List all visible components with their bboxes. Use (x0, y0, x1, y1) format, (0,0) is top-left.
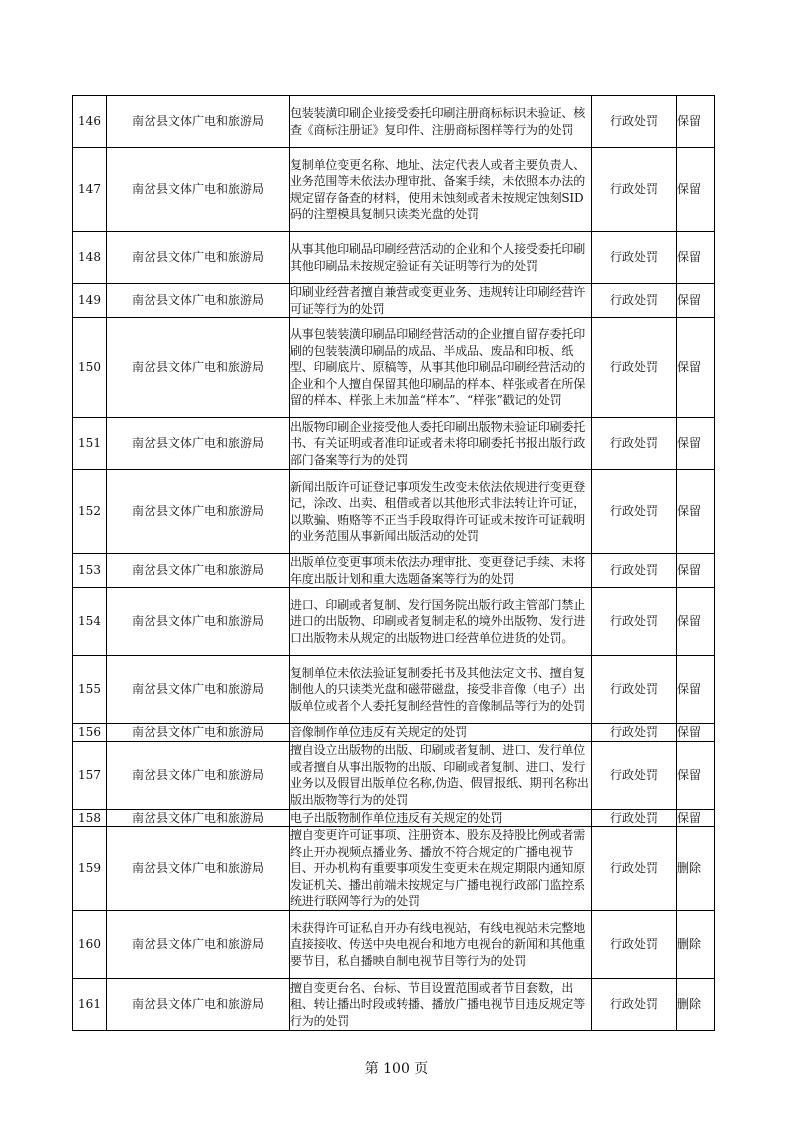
status-cell: 保留 (677, 588, 715, 656)
action-type-cell: 行政处罚 (592, 554, 677, 588)
table-row (73, 284, 715, 318)
table-row (73, 827, 715, 911)
table-row (73, 979, 715, 1031)
table-row (73, 318, 715, 418)
row-number: 156 (73, 724, 107, 742)
status-cell: 保留 (677, 741, 715, 809)
action-type-cell: 行政处罚 (592, 96, 677, 148)
table-row (73, 724, 715, 742)
table-row (73, 148, 715, 232)
item-description-cell: 擅自变更许可证事项、注册资本、股东及持股比例或者需终止开办视频点播业务、播放不符合规定的广播电视节目、开办机构有重要事项发生变更未在规定期限内通知原发证机关、播出前端未按规定与广播电视行政部门监控系统进行联网等行为的处罚 (290, 827, 592, 911)
status-cell: 保留 (677, 418, 715, 470)
item-description-cell: 擅自设立出版物的出版、印刷或者复制、进口、发行单位或者擅自从事出版物的出版、印刷或者复制、进口、发行业务以及假冒出版单位名称,伪造、假冒报纸、期刊名称出版出版物等行为的处罚 (290, 741, 592, 809)
row-number: 154 (73, 588, 107, 656)
item-description-cell: 印刷业经营者擅自兼营或变更业务、违规转让印刷经营许可证等行为的处罚 (290, 284, 592, 318)
status-cell: 保留 (677, 284, 715, 318)
item-description-cell: 出版单位变更事项未依法办理审批、变更登记手续、未将年度出版计划和重大选题备案等行为的处罚 (290, 554, 592, 588)
action-type-cell: 行政处罚 (592, 318, 677, 418)
action-type-cell: 行政处罚 (592, 741, 677, 809)
department-cell: 南岔县文体广电和旅游局 (107, 911, 290, 979)
action-type-cell: 行政处罚 (592, 418, 677, 470)
status-cell: 保留 (677, 656, 715, 724)
row-number: 148 (73, 232, 107, 284)
status-cell: 删除 (677, 827, 715, 911)
item-description-cell: 音像制作单位违反有关规定的处罚 (290, 724, 592, 742)
row-number: 155 (73, 656, 107, 724)
status-cell: 保留 (677, 470, 715, 554)
status-cell: 保留 (677, 148, 715, 232)
action-type-cell: 行政处罚 (592, 588, 677, 656)
row-number: 147 (73, 148, 107, 232)
table-row (73, 911, 715, 979)
department-cell: 南岔县文体广电和旅游局 (107, 418, 290, 470)
action-type-cell: 行政处罚 (592, 724, 677, 742)
department-cell: 南岔县文体广电和旅游局 (107, 724, 290, 742)
item-description-cell: 从事其他印刷品印刷经营活动的企业和个人接受委托印刷其他印刷品未按规定验证有关证明等行为的处罚 (290, 232, 592, 284)
action-type-cell: 行政处罚 (592, 979, 677, 1031)
status-cell: 保留 (677, 809, 715, 827)
row-number: 149 (73, 284, 107, 318)
row-number: 159 (73, 827, 107, 911)
department-cell: 南岔县文体广电和旅游局 (107, 827, 290, 911)
department-cell: 南岔县文体广电和旅游局 (107, 470, 290, 554)
table-row (73, 232, 715, 284)
item-description-cell: 未获得许可证私自开办有线电视站，有线电视站未完整地直接接收、传送中央电视台和地方电视台的新闻和其他重要节目，私自播映自制电视节目等行为的处罚 (290, 911, 592, 979)
action-type-cell: 行政处罚 (592, 656, 677, 724)
status-cell: 删除 (677, 911, 715, 979)
table-row (73, 588, 715, 656)
department-cell: 南岔县文体广电和旅游局 (107, 809, 290, 827)
row-number: 152 (73, 470, 107, 554)
row-number: 158 (73, 809, 107, 827)
table-row (73, 554, 715, 588)
department-cell: 南岔县文体广电和旅游局 (107, 232, 290, 284)
item-description-cell: 从事包装装潢印刷品印刷经营活动的企业擅自留存委托印刷的包装装潢印刷品的成品、半成品、废品和印板、纸型、印刷底片、原稿等，从事其他印刷品印刷经营活动的企业和个人擅自保留其他印刷品的样本、样张或者在所保留的样本、样张上未加盖“样本”、“样张”戳记的处罚 (290, 318, 592, 418)
row-number: 146 (73, 96, 107, 148)
table-row (73, 418, 715, 470)
department-cell: 南岔县文体广电和旅游局 (107, 284, 290, 318)
action-type-cell: 行政处罚 (592, 827, 677, 911)
status-cell: 保留 (677, 318, 715, 418)
table-row (73, 656, 715, 724)
row-number: 157 (73, 741, 107, 809)
row-number: 150 (73, 318, 107, 418)
action-type-cell: 行政处罚 (592, 470, 677, 554)
status-cell: 保留 (677, 232, 715, 284)
item-description-cell: 新闻出版许可证登记事项发生改变未依法依规进行变更登记，涂改、出卖、租借或者以其他形式非法转让许可证，以欺骗、贿赂等不正当手段取得许可证或未按许可证载明的业务范围从事新闻出版活动的处罚 (290, 470, 592, 554)
table-row (73, 741, 715, 809)
row-number: 151 (73, 418, 107, 470)
status-cell: 删除 (677, 979, 715, 1031)
action-type-cell: 行政处罚 (592, 809, 677, 827)
table-row (73, 470, 715, 554)
department-cell: 南岔县文体广电和旅游局 (107, 318, 290, 418)
row-number: 160 (73, 911, 107, 979)
action-type-cell: 行政处罚 (592, 148, 677, 232)
action-type-cell: 行政处罚 (592, 284, 677, 318)
item-description-cell: 擅自变更台名、台标、节目设置范围或者节目套数，出租、转让播出时段或转播、播放广播电视节目违反规定等行为的处罚 (290, 979, 592, 1031)
status-cell: 保留 (677, 724, 715, 742)
item-description-cell: 包装装潢印刷企业接受委托印刷注册商标标识未验证、核查《商标注册证》复印件、注册商标图样等行为的处罚 (290, 96, 592, 148)
department-cell: 南岔县文体广电和旅游局 (107, 554, 290, 588)
department-cell: 南岔县文体广电和旅游局 (107, 656, 290, 724)
item-description-cell: 复制单位未依法验证复制委托书及其他法定文书、擅自复制他人的只读类光盘和磁带磁盘，接受非音像（电子）出版单位或者个人委托复制经营性的音像制品等行为的处罚 (290, 656, 592, 724)
row-number: 153 (73, 554, 107, 588)
item-description-cell: 出版物印刷企业接受他人委托印刷出版物未验证印刷委托书、有关证明或者准印证或者未将印刷委托书报出版行政部门备案等行为的处罚 (290, 418, 592, 470)
action-type-cell: 行政处罚 (592, 232, 677, 284)
item-description-cell: 复制单位变更名称、地址、法定代表人或者主要负责人、业务范围等未依法办理审批、备案手续，未依照本办法的规定留存备查的材料，使用未蚀刻或者未按规定蚀刻SID码的注塑模具复制只读类光盘的处罚 (290, 148, 592, 232)
items-table-body (73, 96, 715, 1031)
department-cell: 南岔县文体广电和旅游局 (107, 741, 290, 809)
department-cell: 南岔县文体广电和旅游局 (107, 588, 290, 656)
page-number: 第 100 页 (364, 1061, 429, 1077)
item-description-cell: 进口、印刷或者复制、发行国务院出版行政主管部门禁止进口的出版物、印刷或者复制走私的境外出版物、发行进口出版物未从规定的出版物进口经营单位进货的处罚。 (290, 588, 592, 656)
department-cell: 南岔县文体广电和旅游局 (107, 148, 290, 232)
item-description-cell: 电子出版物制作单位违反有关规定的处罚 (290, 809, 592, 827)
items-table (72, 95, 715, 1031)
table-row (73, 809, 715, 827)
status-cell: 保留 (677, 96, 715, 148)
department-cell: 南岔县文体广电和旅游局 (107, 979, 290, 1031)
status-cell: 保留 (677, 554, 715, 588)
department-cell: 南岔县文体广电和旅游局 (107, 96, 290, 148)
row-number: 161 (73, 979, 107, 1031)
table-row (73, 96, 715, 148)
action-type-cell: 行政处罚 (592, 911, 677, 979)
